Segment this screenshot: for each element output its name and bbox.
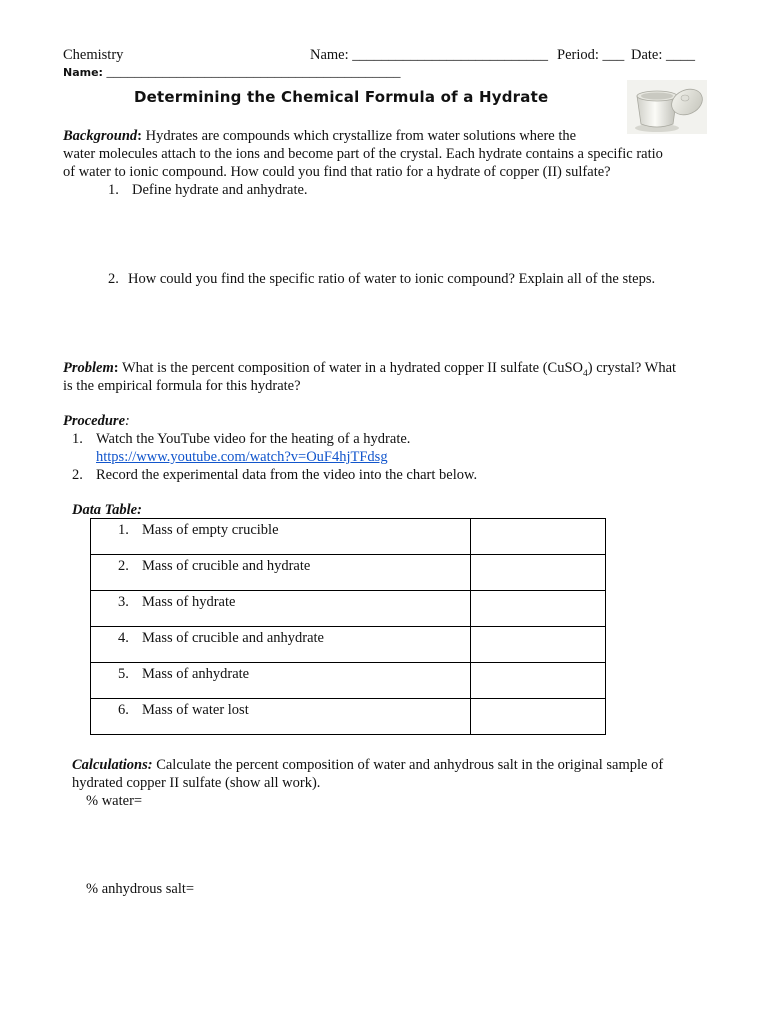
row-label: Mass of anhydrate bbox=[142, 666, 250, 682]
measurement-label bbox=[91, 699, 470, 719]
question-2-number: 2. bbox=[108, 271, 119, 287]
date-label: Date: bbox=[631, 47, 663, 63]
measurement-label bbox=[91, 555, 470, 575]
question-1 bbox=[108, 181, 308, 199]
procedure-step-2 bbox=[72, 466, 477, 484]
value-cell[interactable] bbox=[471, 519, 606, 555]
period-label: Period: bbox=[557, 47, 599, 63]
value-cell[interactable] bbox=[471, 699, 606, 735]
table-cell-measurement bbox=[91, 519, 471, 555]
row-number: 5. bbox=[118, 666, 129, 682]
procedure-step-2-number: 2. bbox=[72, 467, 83, 483]
problem-line2: is the empirical formula for this hydrate? bbox=[63, 378, 301, 394]
name-field bbox=[310, 46, 548, 64]
table-row bbox=[91, 519, 606, 555]
calculations-line2: hydrated copper II sulfate (show all work). bbox=[72, 775, 321, 791]
row-label: Mass of water lost bbox=[142, 702, 249, 718]
row-number: 6. bbox=[118, 702, 129, 718]
background-line3: of water to ionic compound. How could you find that ratio for a hydrate of copper (II) sulfate? bbox=[63, 164, 611, 180]
problem-line1-pre: What is the percent composition of water in a hydrated copper II sulfate (CuSO bbox=[118, 360, 583, 376]
background-colon: : bbox=[137, 128, 142, 144]
procedure-step-1 bbox=[72, 430, 410, 448]
question-1-number: 1. bbox=[108, 182, 119, 198]
measurement-label bbox=[91, 627, 470, 647]
value-cell[interactable] bbox=[471, 627, 606, 663]
page-title: Determining the Chemical Formula of a Hydrate bbox=[134, 88, 549, 106]
period-field bbox=[557, 46, 624, 64]
percent-anhydrous-salt-label: % anhydrous salt= bbox=[86, 881, 195, 897]
problem-subscript: 4 bbox=[583, 368, 588, 379]
table-cell-measurement bbox=[91, 663, 471, 699]
procedure-label: Procedure bbox=[63, 413, 126, 429]
table-cell-measurement bbox=[91, 699, 471, 735]
row-number: 3. bbox=[118, 594, 129, 610]
second-name-field bbox=[63, 65, 400, 81]
youtube-link[interactable]: https://www.youtube.com/watch?v=OuF4hjTFdsg bbox=[96, 449, 388, 465]
row-number: 1. bbox=[118, 522, 129, 538]
question-2 bbox=[108, 270, 655, 288]
value-cell[interactable] bbox=[471, 663, 606, 699]
background-label: Background bbox=[63, 128, 138, 144]
measurement-label bbox=[91, 591, 470, 611]
row-label: Mass of hydrate bbox=[142, 594, 236, 610]
problem-line1-post: ) crystal? What bbox=[587, 360, 677, 376]
problem-label: Problem bbox=[63, 360, 114, 376]
background-paragraph bbox=[63, 127, 723, 181]
calculations-label: Calculations: bbox=[72, 757, 153, 773]
name-label: Name: bbox=[310, 47, 349, 63]
name-blank: ___________________________ bbox=[352, 47, 549, 63]
second-name-blank: __________________________________________ bbox=[106, 65, 401, 80]
question-2-text: How could you find the specific ratio of water to ionic compound? Explain all of the steps. bbox=[128, 271, 656, 287]
table-cell-measurement bbox=[91, 555, 471, 591]
table-row bbox=[91, 555, 606, 591]
row-label: Mass of crucible and hydrate bbox=[142, 558, 311, 574]
crucible-icon bbox=[627, 80, 707, 134]
data-table-label: Data Table: bbox=[72, 502, 142, 518]
row-label: Mass of empty crucible bbox=[142, 522, 279, 538]
date-field bbox=[631, 46, 695, 64]
question-1-text: Define hydrate and anhydrate. bbox=[132, 182, 308, 198]
calculations-paragraph bbox=[72, 756, 732, 792]
procedure-step-1-number: 1. bbox=[72, 431, 83, 447]
date-blank: ____ bbox=[666, 47, 696, 63]
period-blank: ___ bbox=[602, 47, 625, 63]
course-name: Chemistry bbox=[63, 47, 124, 63]
problem-colon: : bbox=[113, 360, 119, 376]
data-table-body bbox=[91, 519, 606, 735]
table-row bbox=[91, 663, 606, 699]
data-table bbox=[90, 518, 606, 735]
background-line1: Hydrates are compounds which crystallize from water solutions where the bbox=[141, 128, 577, 144]
table-cell-measurement bbox=[91, 591, 471, 627]
value-cell[interactable] bbox=[471, 555, 606, 591]
value-cell[interactable] bbox=[471, 591, 606, 627]
procedure-step-1-text: Watch the YouTube video for the heating of a hydrate. bbox=[96, 431, 411, 447]
procedure-step-2-text: Record the experimental data from the video into the chart below. bbox=[96, 467, 478, 483]
table-cell-measurement bbox=[91, 627, 471, 663]
problem-paragraph bbox=[63, 359, 723, 395]
measurement-label bbox=[91, 663, 470, 683]
procedure-colon: : bbox=[125, 413, 130, 429]
percent-water-label: % water= bbox=[86, 793, 143, 809]
calculations-line1: Calculate the percent composition of water and anhydrous salt in the original sample of bbox=[152, 757, 664, 773]
table-row bbox=[91, 591, 606, 627]
row-number: 2. bbox=[118, 558, 129, 574]
row-number: 4. bbox=[118, 630, 129, 646]
table-row bbox=[91, 699, 606, 735]
row-label: Mass of crucible and anhydrate bbox=[142, 630, 324, 646]
procedure-heading bbox=[63, 412, 130, 430]
measurement-label bbox=[91, 519, 470, 539]
table-row bbox=[91, 627, 606, 663]
background-line2: water molecules attach to the ions and become part of the crystal. Each hydrate contains a specific ratio bbox=[63, 146, 663, 162]
second-name-label: Name: bbox=[63, 66, 103, 79]
crucible-image bbox=[627, 80, 707, 134]
